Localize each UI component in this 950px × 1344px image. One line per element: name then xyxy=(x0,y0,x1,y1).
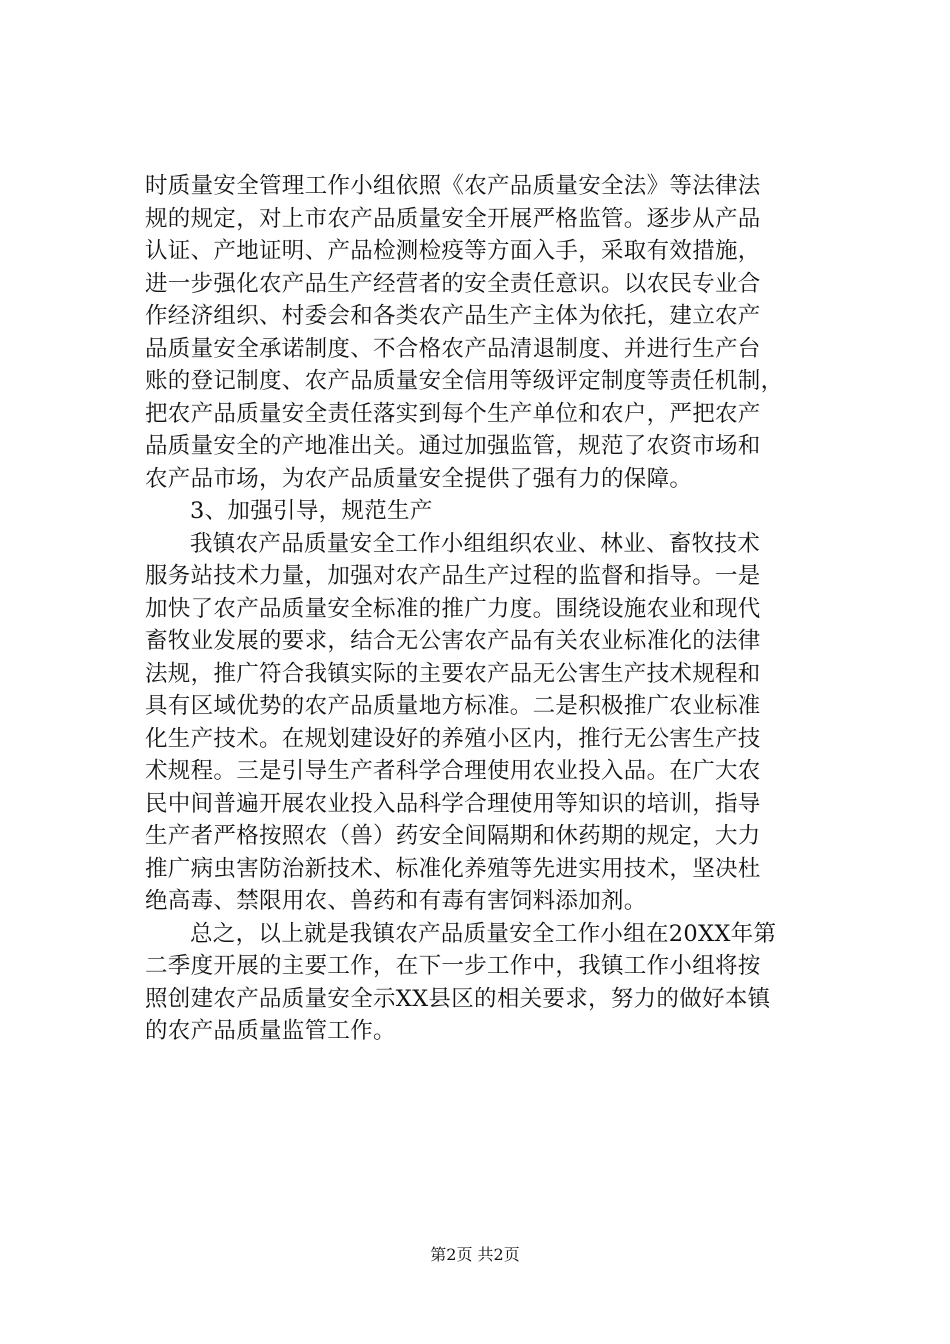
text-line: 作经济组织、村委会和各类农产品生产主体为依托，建立农产 xyxy=(145,303,761,329)
paragraph xyxy=(145,495,845,528)
text-line: 民中间普遍开展农业投入品科学合理使用等知识的培训，指导 xyxy=(145,790,761,817)
text-line: 术规程。三是引导生产者科学合理使用农业投入品。在广大农 xyxy=(145,758,761,784)
text-line: 总之，以上就是我镇农产品质量安全工作小组在20XX年第 xyxy=(190,920,777,947)
text-line: 具有区域优势的农产品质量地方标准。二是积极推广农业标准 xyxy=(145,693,761,719)
text-line: 品质量安全的产地准出关。通过加强监管，规范了农资市场和 xyxy=(145,433,761,459)
text-line: 3、加强引导，规范生产 xyxy=(190,498,433,524)
text-line: 农产品市场，为农产品质量安全提供了强有力的保障。 xyxy=(145,465,693,492)
text-line: 化生产技术。在规划建设好的养殖小区内，推行无公害生产技 xyxy=(145,725,761,752)
text-line: 服务站技术力量，加强对农产品生产过程的监督和指导。一是 xyxy=(145,563,761,589)
text-line: 认证、产地证明、产品检测检疫等方面入手，采取有效措施， xyxy=(145,238,761,264)
text-line: 绝高毒、禁限用农、兽药和有毒有害饲料添加剂。 xyxy=(145,888,647,914)
text-line: 时质量安全管理工作小组依照《农产品质量安全法》等法律法 xyxy=(145,173,761,199)
text-line: 法规，推广符合我镇实际的主要农产品无公害生产技术规程和 xyxy=(145,660,761,687)
text-line: 二季度开展的主要工作，在下一步工作中，我镇工作小组将按 xyxy=(145,953,761,979)
paragraph xyxy=(145,528,845,918)
text-line: 加快了农产品质量安全标准的推广力度。围绕设施农业和现代 xyxy=(145,595,761,622)
paragraph xyxy=(145,170,845,495)
text-line: 生产者严格按照农（兽）药安全间隔期和休药期的规定，大力 xyxy=(145,823,761,849)
text-line: 畜牧业发展的要求，结合无公害农产品有关农业标准化的法律 xyxy=(145,628,761,654)
text-line: 照创建农产品质量安全示XX县区的相关要求，努力的做好本镇 xyxy=(145,985,771,1012)
text-line: 的农产品质量监管工作。 xyxy=(145,1018,396,1044)
text-line: 把农产品质量安全责任落实到每个生产单位和农户，严把农产 xyxy=(145,400,761,427)
document-body xyxy=(145,170,845,1048)
text-line: 规的规定，对上市农产品质量安全开展严格监管。逐步从产品 xyxy=(145,205,761,232)
text-line: 进一步强化农产品生产经营者的安全责任意识。以农民专业合 xyxy=(145,270,761,297)
paragraph xyxy=(145,918,845,1048)
text-line: 推广病虫害防治新技术、标准化养殖等先进实用技术，坚决杜 xyxy=(145,855,761,882)
text-line: 品质量安全承诺制度、不合格农产品清退制度、并进行生产台 xyxy=(145,335,761,362)
text-line: 账的登记制度、农产品质量安全信用等级评定制度等责任机制， xyxy=(145,368,784,394)
text-line: 我镇农产品质量安全工作小组组织农业、林业、畜牧技术 xyxy=(190,530,761,557)
page-footer: 第2页 共2页 xyxy=(430,1245,520,1264)
